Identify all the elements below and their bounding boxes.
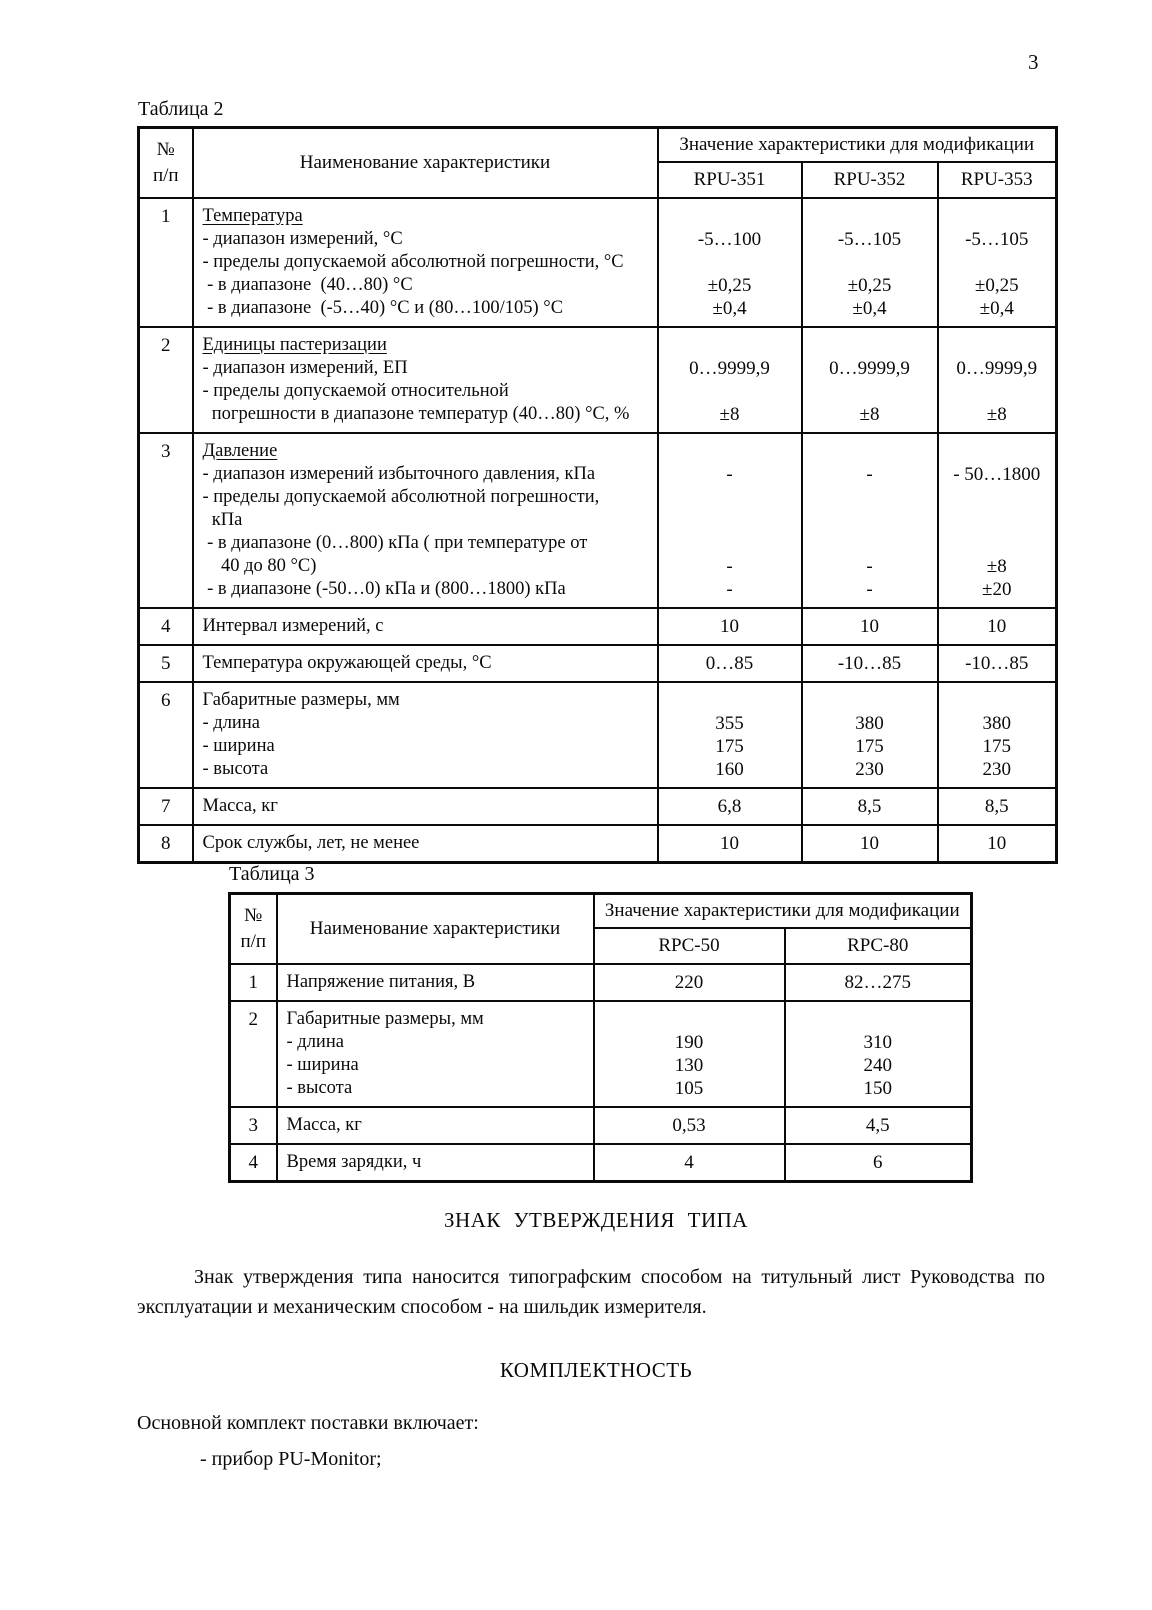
characteristic-value xyxy=(594,1107,785,1144)
characteristic-value xyxy=(785,964,972,1001)
column-header-model-2: RPU-352 xyxy=(802,162,938,198)
characteristic-value-line xyxy=(941,532,1054,555)
characteristic-name-line: - в диапазоне (-5…40) °С и (80…100/105) °С xyxy=(202,298,564,318)
table2-caption: Таблица 2 xyxy=(138,98,224,120)
characteristic-name-line: кПа xyxy=(202,510,243,530)
characteristic-value-line xyxy=(941,689,1054,712)
characteristic-name-line: Срок службы, лет, не менее xyxy=(202,833,420,853)
row-number: 2 xyxy=(230,1001,277,1107)
characteristic-value-line: 0…9999,9 xyxy=(829,358,910,379)
characteristic-name-line: - ширина xyxy=(202,736,275,756)
characteristic-value-line xyxy=(661,689,799,712)
characteristic-value-line: 130 xyxy=(674,1055,704,1076)
column-header-num-line1: № xyxy=(244,905,263,926)
characteristic-value-line xyxy=(805,440,935,463)
characteristic-name-line: - длина xyxy=(202,713,260,733)
characteristic-name-line: Давление xyxy=(202,441,278,461)
characteristic-value-line: 220 xyxy=(674,972,704,993)
characteristic-value-line: 230 xyxy=(855,759,884,780)
characteristic-value-line: 6,8 xyxy=(717,796,742,817)
characteristic-value-line: 10 xyxy=(987,833,1007,854)
characteristic-value-line: 175 xyxy=(855,736,884,757)
characteristic-value-line: - xyxy=(726,556,733,577)
characteristic-value-line: - xyxy=(726,579,733,600)
characteristic-name xyxy=(193,645,658,682)
characteristic-value-line: 10 xyxy=(860,833,879,854)
characteristic-value-line: 8,5 xyxy=(857,796,882,817)
section-heading-type-approval: ЗНАК УТВЕРЖДЕНИЯ ТИПА xyxy=(444,1208,748,1232)
characteristic-value-line: 0,53 xyxy=(672,1115,706,1136)
characteristic-value-line xyxy=(805,251,935,274)
characteristic-name-line: - пределы допускаемой абсолютной погрешности, xyxy=(202,487,600,507)
characteristic-value xyxy=(658,788,802,825)
characteristic-value xyxy=(658,645,802,682)
characteristic-value xyxy=(938,645,1057,682)
characteristic-value-line: 175 xyxy=(982,736,1011,757)
characteristic-value xyxy=(658,825,802,863)
column-header-name: Наименование характеристики xyxy=(193,128,658,199)
characteristic-value-line xyxy=(661,205,799,228)
characteristic-value-line: ±0,4 xyxy=(852,298,887,319)
characteristic-value-line: 230 xyxy=(982,759,1011,780)
column-header-name: Наименование характеристики xyxy=(277,894,594,965)
characteristic-value-line: 0…9999,9 xyxy=(689,358,770,379)
characteristic-name-line: - в диапазоне (40…80) °С xyxy=(202,275,413,295)
row-number: 4 xyxy=(139,608,193,645)
characteristic-value xyxy=(594,1144,785,1182)
characteristic-value xyxy=(802,682,938,788)
characteristic-value-line: ±0,4 xyxy=(712,298,747,319)
characteristic-value-line: 175 xyxy=(715,736,744,757)
characteristic-name xyxy=(277,1107,594,1144)
characteristic-value-line xyxy=(941,509,1054,532)
characteristic-value xyxy=(802,645,938,682)
characteristic-value-line: ±8 xyxy=(986,404,1007,425)
characteristic-name-line: Температура окружающей среды, °С xyxy=(202,653,492,673)
characteristic-value-line: ±0,25 xyxy=(847,275,892,296)
characteristic-name xyxy=(193,788,658,825)
characteristic-value-line xyxy=(805,380,935,403)
characteristic-value xyxy=(938,327,1057,433)
characteristic-value-line xyxy=(941,205,1054,228)
row-number: 1 xyxy=(139,198,193,327)
column-header-num-line1: № xyxy=(156,139,175,160)
characteristic-value-line: 0…85 xyxy=(705,653,754,674)
characteristic-value xyxy=(802,825,938,863)
characteristic-name xyxy=(277,1144,594,1182)
characteristic-value-line: 150 xyxy=(863,1078,892,1099)
characteristic-value xyxy=(658,608,802,645)
characteristic-value-line xyxy=(941,440,1054,463)
characteristic-value-line: ±8 xyxy=(859,404,880,425)
table-row xyxy=(139,433,1057,608)
column-header-num-line2: п/п xyxy=(240,931,267,952)
characteristic-value xyxy=(938,608,1057,645)
characteristic-value-line xyxy=(661,509,799,532)
characteristic-name-line: Масса, кг xyxy=(286,1115,362,1135)
row-number: 6 xyxy=(139,682,193,788)
row-number: 7 xyxy=(139,788,193,825)
characteristic-value xyxy=(938,433,1057,608)
characteristic-name xyxy=(193,682,658,788)
table-row xyxy=(230,1144,972,1182)
characteristic-value xyxy=(658,682,802,788)
characteristic-value-line xyxy=(805,689,935,712)
characteristic-value-line: 10 xyxy=(720,616,739,637)
column-header-model-1: RPC-50 xyxy=(594,928,785,964)
characteristic-value-line: ±0,25 xyxy=(974,275,1019,296)
table-row xyxy=(230,964,972,1001)
characteristic-name-line: Масса, кг xyxy=(202,796,278,816)
table-row xyxy=(139,198,1057,327)
characteristic-name-line: - диапазон измерений, ЕП xyxy=(202,358,408,378)
characteristic-value-line: ±0,25 xyxy=(707,275,752,296)
characteristic-value xyxy=(785,1107,972,1144)
characteristic-name-line: Напряжение питания, В xyxy=(286,972,476,992)
characteristic-name-line: - ширина xyxy=(286,1055,359,1075)
characteristic-value-line: 240 xyxy=(863,1055,892,1076)
table-row xyxy=(139,825,1057,863)
table3-characteristics-rpc xyxy=(228,892,973,1183)
characteristic-value xyxy=(658,433,802,608)
characteristic-value-line: - 50…1800 xyxy=(953,464,1041,485)
characteristic-name-line: погрешности в диапазоне температур (40…80) °С, % xyxy=(202,404,630,424)
column-header-num xyxy=(230,894,277,965)
characteristic-value xyxy=(802,788,938,825)
characteristic-value xyxy=(938,682,1057,788)
characteristic-value xyxy=(802,433,938,608)
characteristic-value xyxy=(594,964,785,1001)
characteristic-name-line: 40 до 80 °С) xyxy=(202,556,317,576)
characteristic-name xyxy=(277,1001,594,1107)
characteristic-value-line: ±0,4 xyxy=(979,298,1014,319)
characteristic-value-line: - xyxy=(726,464,733,485)
characteristic-name xyxy=(193,825,658,863)
characteristic-value-line xyxy=(788,1008,969,1031)
characteristic-name-line: - диапазон измерений избыточного давления, кПа xyxy=(202,464,596,484)
characteristic-name xyxy=(193,327,658,433)
characteristic-value xyxy=(658,327,802,433)
column-header-num xyxy=(139,128,193,199)
characteristic-value xyxy=(802,608,938,645)
row-number: 1 xyxy=(230,964,277,1001)
characteristic-value-line xyxy=(941,380,1054,403)
characteristic-value-line: 380 xyxy=(855,713,884,734)
page-number: 3 xyxy=(1028,50,1039,74)
characteristic-value-line: 355 xyxy=(715,713,744,734)
characteristic-value xyxy=(785,1001,972,1107)
characteristic-value-line: 0…9999,9 xyxy=(956,358,1038,379)
characteristic-value-line: 8,5 xyxy=(984,796,1009,817)
characteristic-value-line: -5…100 xyxy=(697,229,762,250)
characteristic-value-line xyxy=(805,486,935,509)
characteristic-value-line xyxy=(941,334,1054,357)
characteristic-value-line: 160 xyxy=(715,759,744,780)
table-row xyxy=(230,1107,972,1144)
characteristic-value-line: 190 xyxy=(674,1032,704,1053)
characteristic-name-line: Температура xyxy=(202,206,303,226)
characteristic-value-line: 380 xyxy=(982,713,1011,734)
characteristic-value-line xyxy=(941,486,1054,509)
characteristic-name-line: Габаритные размеры, мм xyxy=(286,1009,484,1029)
completeness-intro: Основной комплект поставки включает: xyxy=(137,1412,479,1434)
row-number: 2 xyxy=(139,327,193,433)
characteristic-value xyxy=(938,198,1057,327)
characteristic-value-line: -5…105 xyxy=(965,229,1029,250)
column-header-group: Значение характеристики для модификации xyxy=(594,894,972,929)
table2-header-row-1 xyxy=(139,128,1057,163)
characteristic-value-line xyxy=(805,205,935,228)
characteristic-name-line: Габаритные размеры, мм xyxy=(202,690,400,710)
table3-caption: Таблица 3 xyxy=(229,863,315,885)
table3-header-row-1 xyxy=(230,894,972,929)
row-number: 4 xyxy=(230,1144,277,1182)
characteristic-name-line: - высота xyxy=(202,759,269,779)
characteristic-name-line: Время зарядки, ч xyxy=(286,1152,422,1172)
column-header-group: Значение характеристики для модификации xyxy=(658,128,1057,163)
characteristic-name-line: - пределы допускаемой относительной xyxy=(202,381,509,401)
characteristic-value xyxy=(938,788,1057,825)
characteristic-value-line: 10 xyxy=(720,833,739,854)
characteristic-value-line: -5…105 xyxy=(837,229,902,250)
characteristic-value-line: - xyxy=(866,579,873,600)
characteristic-value-line: ±8 xyxy=(719,404,740,425)
table-row xyxy=(139,788,1057,825)
characteristic-value-line: 4,5 xyxy=(865,1115,890,1136)
characteristic-value-line: - xyxy=(866,464,873,485)
characteristic-value-line: ±20 xyxy=(982,579,1012,600)
characteristic-name xyxy=(193,198,658,327)
characteristic-name xyxy=(193,433,658,608)
characteristic-value-line: 6 xyxy=(873,1152,883,1173)
row-number: 3 xyxy=(230,1107,277,1144)
characteristic-value-line xyxy=(805,334,935,357)
characteristic-value-line: 10 xyxy=(987,616,1007,637)
characteristic-value-line xyxy=(805,532,935,555)
column-header-num-line2: п/п xyxy=(152,165,179,186)
characteristic-value-line: 82…275 xyxy=(844,972,911,993)
characteristic-name-line: - диапазон измерений, °С xyxy=(202,229,403,249)
characteristic-value xyxy=(802,327,938,433)
row-number: 5 xyxy=(139,645,193,682)
type-approval-paragraph: Знак утверждения типа наносится типографским способом на титульный лист Руководства по эксплуатации и механическим способом - на шильдик измерителя. xyxy=(137,1266,1045,1318)
characteristic-value-line xyxy=(661,532,799,555)
characteristic-value-line xyxy=(661,380,799,403)
column-header-model-3: RPU-353 xyxy=(938,162,1057,198)
characteristic-value-line xyxy=(661,440,799,463)
characteristic-value-line: ±8 xyxy=(986,556,1007,577)
table-row xyxy=(139,645,1057,682)
characteristic-value xyxy=(802,198,938,327)
characteristic-name-line: Единицы пастеризации xyxy=(202,335,387,355)
characteristic-name-line: - в диапазоне (-50…0) кПа и (800…1800) кПа xyxy=(202,579,566,599)
characteristic-value-line xyxy=(661,486,799,509)
completeness-list-item: - прибор PU-Monitor; xyxy=(200,1448,382,1470)
characteristic-name-line: - в диапазоне (0…800) кПа ( при температуре от xyxy=(202,533,588,553)
characteristic-value-line: - xyxy=(866,556,873,577)
characteristic-name-line: - высота xyxy=(286,1078,353,1098)
characteristic-name xyxy=(193,608,658,645)
characteristic-value-line xyxy=(597,1008,782,1031)
characteristic-value xyxy=(658,198,802,327)
characteristic-value-line: 105 xyxy=(674,1078,704,1099)
characteristic-name xyxy=(277,964,594,1001)
table2-characteristics-rpu xyxy=(137,126,1058,864)
table-row xyxy=(139,682,1057,788)
characteristic-value xyxy=(594,1001,785,1107)
row-number: 3 xyxy=(139,433,193,608)
characteristic-value-line: -10…85 xyxy=(837,653,902,674)
characteristic-value-line: -10…85 xyxy=(965,653,1029,674)
characteristic-value xyxy=(785,1144,972,1182)
characteristic-name-line: - пределы допускаемой абсолютной погрешности, °С xyxy=(202,252,624,272)
column-header-model-1: RPU-351 xyxy=(658,162,802,198)
column-header-model-2: RPC-80 xyxy=(785,928,972,964)
characteristic-value-line xyxy=(941,251,1054,274)
row-number: 8 xyxy=(139,825,193,863)
table-row xyxy=(139,327,1057,433)
section-heading-completeness: КОМПЛЕКТНОСТЬ xyxy=(499,1358,693,1382)
characteristic-value-line xyxy=(661,251,799,274)
characteristic-value-line xyxy=(805,509,935,532)
characteristic-value xyxy=(938,825,1057,863)
characteristic-value-line: 4 xyxy=(684,1152,694,1173)
table-row xyxy=(230,1001,972,1107)
characteristic-value-line xyxy=(661,334,799,357)
characteristic-value-line: 310 xyxy=(863,1032,892,1053)
table-row xyxy=(139,608,1057,645)
characteristic-value-line: 10 xyxy=(860,616,879,637)
characteristic-name-line: - длина xyxy=(286,1032,344,1052)
characteristic-name-line: Интервал измерений, с xyxy=(202,616,384,636)
